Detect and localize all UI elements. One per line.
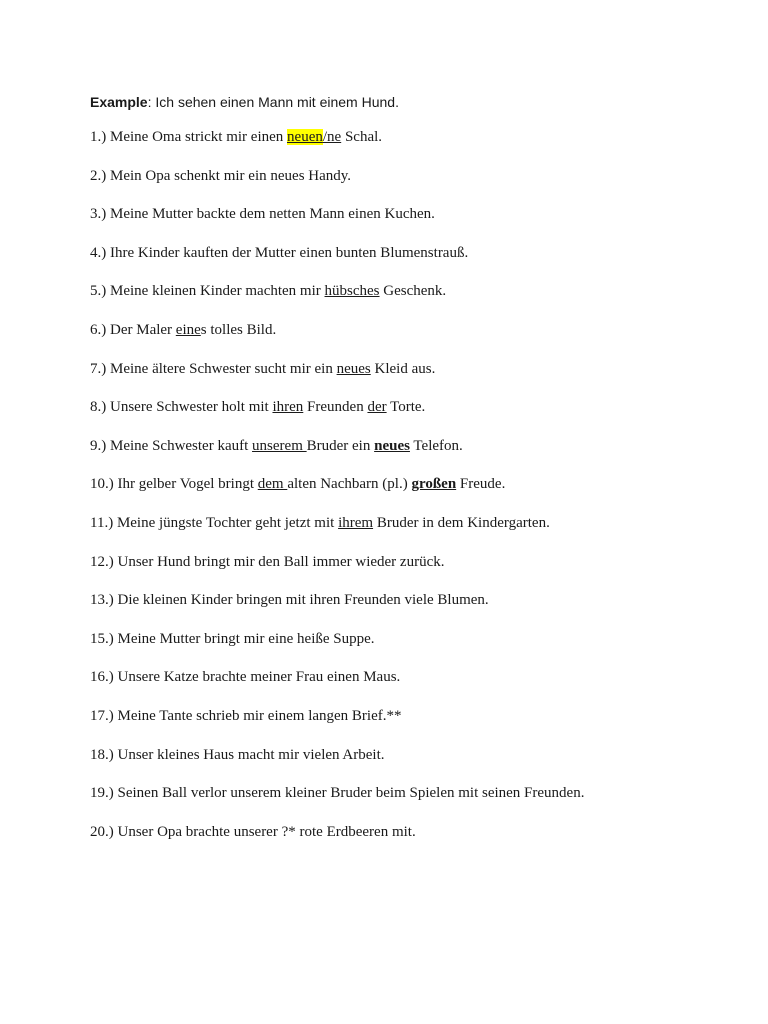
sentence-line: [90, 243, 730, 263]
sentence-segment: dem: [257, 476, 288, 493]
sentence-segment: Geschenk.: [379, 283, 447, 300]
sentence-segment: 12.) Unser Hund bringt mir den Ball immer wieder zurück.: [90, 553, 445, 570]
sentence-segment: 20.) Unser Opa brachte unserer ?* rote Erdbeeren mit.: [90, 823, 416, 840]
sentence-segment: 18.) Unser kleines Haus macht mir vielen Arbeit.: [90, 746, 385, 763]
sentence-segment: der: [367, 399, 387, 416]
sentence-segment: 4.) Ihre Kinder kauften der Mutter einen bunten Blumenstrauß.: [90, 244, 469, 261]
example-text: : Ich sehen einen Mann mit einem Hund.: [147, 94, 399, 110]
sentence-segment: 13.) Die kleinen Kinder bringen mit ihren Freunden viele Blumen.: [90, 592, 489, 609]
sentence-line: [90, 359, 730, 379]
sentence-segment: s tolles Bild.: [200, 321, 277, 338]
sentence-line: [90, 590, 730, 610]
sentence-segment: /ne: [322, 129, 342, 145]
worksheet: [90, 93, 730, 860]
sentence-segment: Bruder ein: [306, 437, 375, 454]
sentence-line: [90, 513, 730, 533]
sentence-segment: eine: [175, 321, 201, 338]
sentence-line: [90, 320, 730, 340]
sentence-segment: 7.) Meine ältere Schwester sucht mir ein: [90, 360, 337, 377]
sentence-segment: 1.) Meine Oma strickt mir einen: [90, 129, 288, 145]
sentence-segment: 5.) Meine kleinen Kinder machten mir: [90, 283, 325, 300]
sentence-list: [90, 127, 730, 842]
sentence-segment: neues: [336, 360, 371, 377]
sentence-line: [90, 667, 730, 687]
sentence-line: [90, 436, 730, 456]
sentence-segment: 9.) Meine Schwester kauft: [90, 437, 253, 454]
sentence-line: [90, 397, 730, 417]
sentence-line: [90, 281, 730, 301]
sentence-segment: 17.) Meine Tante schrieb mir einem langen Brief.**: [90, 707, 402, 724]
sentence-line: [90, 706, 730, 726]
sentence-segment: ihren: [272, 399, 304, 416]
sentence-line: [90, 629, 730, 649]
sentence-line: [90, 166, 730, 186]
sentence-line: [90, 745, 730, 765]
sentence-segment: 2.) Mein Opa schenkt mir ein neues Handy.: [90, 167, 352, 184]
sentence-line: [90, 127, 730, 147]
sentence-segment: 8.) Unsere Schwester holt mit: [90, 399, 273, 416]
sentence-line: [90, 204, 730, 224]
sentence-segment: großen: [411, 476, 457, 493]
sentence-segment: 10.) Ihr gelber Vogel bringt: [90, 476, 258, 493]
sentence-segment: Telefon.: [409, 437, 463, 454]
sentence-segment: neuen: [287, 129, 323, 145]
sentence-segment: Freunden: [303, 399, 368, 416]
sentence-segment: Kleid aus.: [370, 360, 436, 377]
sentence-segment: 16.) Unsere Katze brachte meiner Frau einen Maus.: [90, 669, 401, 686]
sentence-line: [90, 474, 730, 494]
sentence-segment: neues: [374, 437, 410, 454]
sentence-line: [90, 552, 730, 572]
sentence-segment: Schal.: [341, 129, 383, 145]
sentence-segment: Freude.: [456, 476, 506, 493]
sentence-segment: 19.) Seinen Ball verlor unserem kleiner Bruder beim Spielen mit seinen Freunden.: [90, 785, 585, 802]
example-label: Example: [90, 94, 148, 110]
sentence-segment: Bruder in dem Kindergarten.: [373, 514, 550, 531]
sentence-segment: 15.) Meine Mutter bringt mir eine heiße Suppe.: [90, 630, 375, 647]
sentence-segment: 6.) Der Maler: [90, 321, 176, 338]
sentence-line: [90, 783, 730, 803]
sentence-segment: 11.) Meine jüngste Tochter geht jetzt mit: [90, 514, 339, 531]
sentence-segment: 3.) Meine Mutter backte dem netten Mann einen Kuchen.: [90, 206, 435, 223]
sentence-segment: Torte.: [386, 399, 426, 416]
sentence-segment: alten Nachbarn (pl.): [287, 476, 412, 493]
sentence-line: [90, 822, 730, 842]
sentence-segment: hübsches: [324, 283, 380, 300]
sentence-segment: unserem: [252, 437, 307, 454]
sentence-segment: ihrem: [338, 514, 374, 531]
example-line: [90, 93, 730, 111]
